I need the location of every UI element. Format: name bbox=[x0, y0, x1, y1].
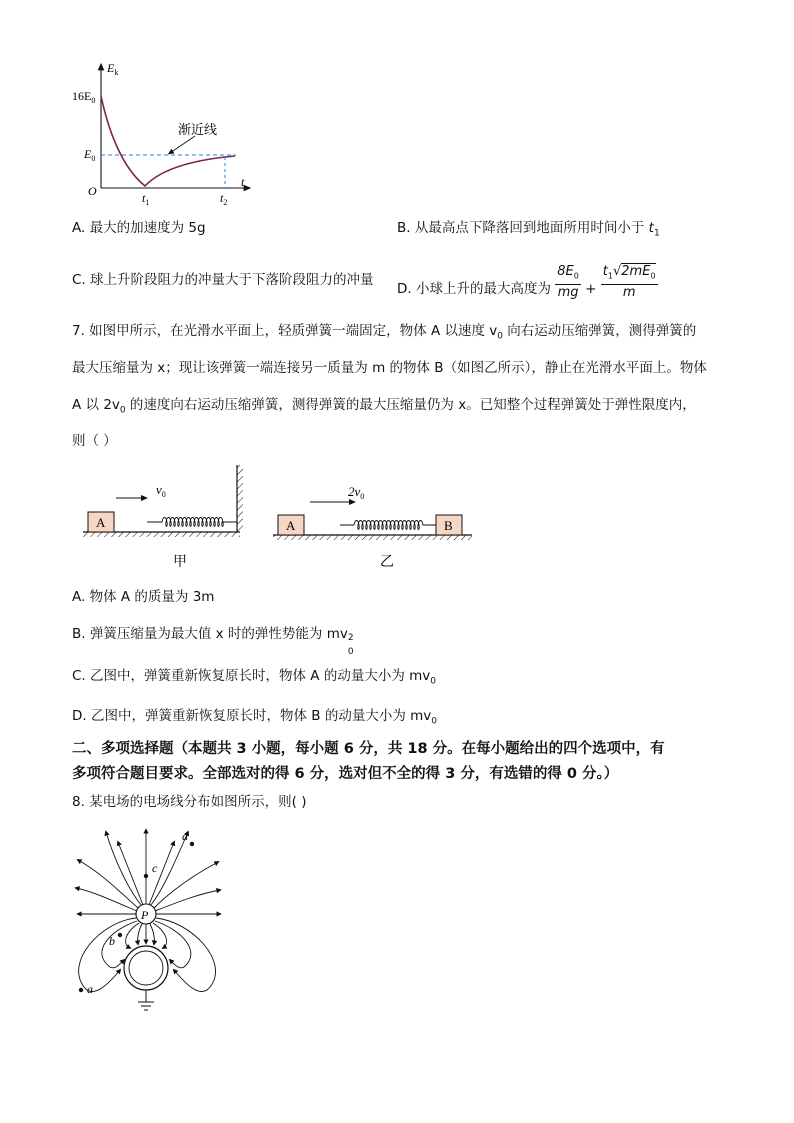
point-b-label: b bbox=[109, 934, 115, 948]
q6-option-c: C. 球上升阶段阻力的冲量大于下落阶段阻力的冲量 bbox=[72, 272, 374, 288]
point-c bbox=[144, 874, 148, 878]
velocity-label-jia: $v_0$ bbox=[156, 482, 166, 499]
q7-option-a: A. 物体 A 的质量为 3m bbox=[72, 589, 215, 605]
q6-option-d: D. 小球上升的最大高度为 $\frac{8E_0}{mg}$ + $\frac{t_1√2mE_0}{m}$ bbox=[397, 264, 656, 300]
point-c-label: c bbox=[152, 861, 158, 875]
y-tick-e0: $E_0$ bbox=[84, 147, 96, 163]
point-a bbox=[79, 988, 83, 992]
q7-stem-line-1: 7. 如图甲所示，在光滑水平面上，轻质弹簧一端固定，物体 A 以速度 $v_0$ 向右运动压缩弹簧，测得弹簧的 bbox=[72, 323, 697, 342]
svg-text:A: A bbox=[96, 515, 106, 530]
electric-field-diagram bbox=[70, 822, 230, 1022]
spring-jia bbox=[147, 518, 237, 527]
q7-option-d: D. 乙图中，弹簧重新恢复原长时，物体 B 的动量大小为 $mv_0$ bbox=[72, 708, 437, 727]
x-tick-t2: $t_2$ bbox=[220, 191, 228, 207]
y-tick-16e0: $16E_0$ bbox=[72, 89, 96, 105]
section-2-header-line-2: 多项符合题目要求。全部选对的得 6 分，选对但不全的得 3 分，有选错的得 0 分。） bbox=[72, 766, 619, 782]
spring-yi bbox=[340, 521, 436, 530]
q6-option-a: A. 最大的加速度为 5g bbox=[72, 220, 206, 236]
spring-figure-yi bbox=[270, 462, 480, 572]
point-d-label: d bbox=[182, 829, 188, 843]
q8-stem: 8. 某电场的电场线分布如图所示，则( ) bbox=[72, 794, 307, 810]
ek-time-graph bbox=[70, 58, 260, 208]
point-d bbox=[190, 842, 194, 846]
q7-option-c: C. 乙图中，弹簧重新恢复原长时，物体 A 的动量大小为 $mv_0$ bbox=[72, 668, 436, 687]
velocity-label-yi: $2v_0$ bbox=[348, 484, 365, 501]
q6-d-fraction-1: $\frac{8E_0}{mg}$ bbox=[557, 264, 579, 300]
svg-text:A: A bbox=[286, 518, 296, 533]
point-a-label: a bbox=[87, 982, 93, 996]
q7-option-b: B. 弹簧压缩量为最大值 x 时的弹性势能为 mv 2 0 bbox=[72, 626, 354, 657]
ek-curve bbox=[101, 96, 235, 186]
charge-p-label: P bbox=[141, 908, 149, 922]
spring-figure-jia bbox=[80, 462, 250, 572]
y-axis-label: $E_k$ bbox=[107, 61, 119, 77]
q7-stem-line-3: A 以 $2v_0$ 的速度向右运动压缩弹簧，测得弹簧的最大压缩量仍为 x。已知整个过程弹簧处于弹性限度内， bbox=[72, 397, 696, 416]
svg-text:B: B bbox=[444, 518, 453, 533]
point-b bbox=[118, 933, 122, 937]
caption-yi: 乙 bbox=[380, 554, 394, 570]
x-tick-t1: $t_1$ bbox=[142, 191, 150, 207]
asymptote-pointer bbox=[170, 136, 195, 153]
caption-jia: 甲 bbox=[173, 554, 187, 570]
q7-stem-line-2: 最大压缩量为 x；现让该弹簧一端连接另一质量为 m 的物体 B（如图乙所示），静止在光滑水平面上。物体 bbox=[72, 360, 707, 376]
asymptote-label: 渐近线 bbox=[178, 123, 218, 138]
conducting-sphere bbox=[124, 946, 168, 990]
x-axis-label: t bbox=[241, 175, 245, 189]
origin-label: O bbox=[88, 184, 97, 198]
q6-d-fraction-2: $\frac{t_1√2mE_0}{m}$ bbox=[602, 264, 656, 300]
q7-stem-line-4: 则（ ） bbox=[72, 433, 117, 449]
q6-option-b: B. 从最高点下降落回到地面所用时间小于 $t_1$ bbox=[397, 220, 660, 239]
section-2-header-line-1: 二、多项选择题（本题共 3 小题，每小题 6 分，共 18 分。在每小题给出的四个选项中，有 bbox=[72, 741, 665, 757]
